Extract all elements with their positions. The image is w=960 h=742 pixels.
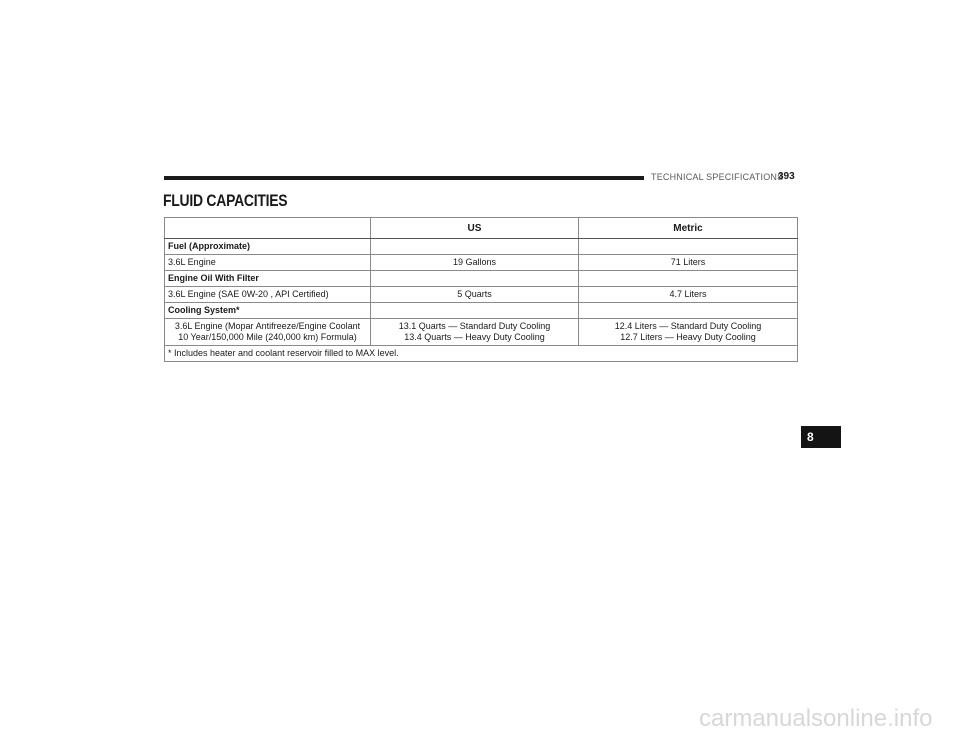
row-label: 3.6L Engine (SAE 0W-20 , API Certified) [165,287,371,303]
table-row-fuel-section [165,239,798,255]
row-metric-value [579,239,798,255]
chapter-tab: 8 [801,426,841,448]
table-row-fuel-engine [165,255,798,271]
row-label: Fuel (Approximate) [165,239,371,255]
table-header-row [165,218,798,239]
row-us-value [371,303,579,319]
table-footnote-row [165,346,798,362]
row-label: Cooling System* [165,303,371,319]
row-metric-value: 12.4 Liters — Standard Duty Cooling 12.7 Liters — Heavy Duty Cooling [579,319,798,346]
table-footnote: * Includes heater and coolant reservoir filled to MAX level. [165,346,798,362]
table-row-cooling-section [165,303,798,319]
column-header-item [165,218,371,239]
row-label: Engine Oil With Filter [165,271,371,287]
row-metric-value: 4.7 Liters [579,287,798,303]
fluid-capacities-table [164,217,798,362]
row-label: 3.6L Engine (Mopar Antifreeze/Engine Coolant 10 Year/150,000 Mile (240,000 km) Formula) [165,319,371,346]
column-header-us: US [371,218,579,239]
row-us-value: 5 Quarts [371,287,579,303]
row-us-value: 19 Gallons [371,255,579,271]
table-row-cooling-engine [165,319,798,346]
row-label: 3.6L Engine [165,255,371,271]
table-row-oil-section [165,271,798,287]
page-number: 393 [778,171,795,182]
row-us-value: 13.1 Quarts — Standard Duty Cooling 13.4 Quarts — Heavy Duty Cooling [371,319,579,346]
row-metric-value [579,271,798,287]
column-header-metric: Metric [579,218,798,239]
section-name: TECHNICAL SPECIFICATIONS [651,172,784,182]
row-us-value [371,271,579,287]
table-row-oil-engine [165,287,798,303]
row-metric-value [579,303,798,319]
row-us-value [371,239,579,255]
watermark: carmanualsonline.info [699,705,933,732]
row-metric-value: 71 Liters [579,255,798,271]
page-title: FLUID CAPACITIES [163,191,288,210]
header-rule [164,176,644,180]
